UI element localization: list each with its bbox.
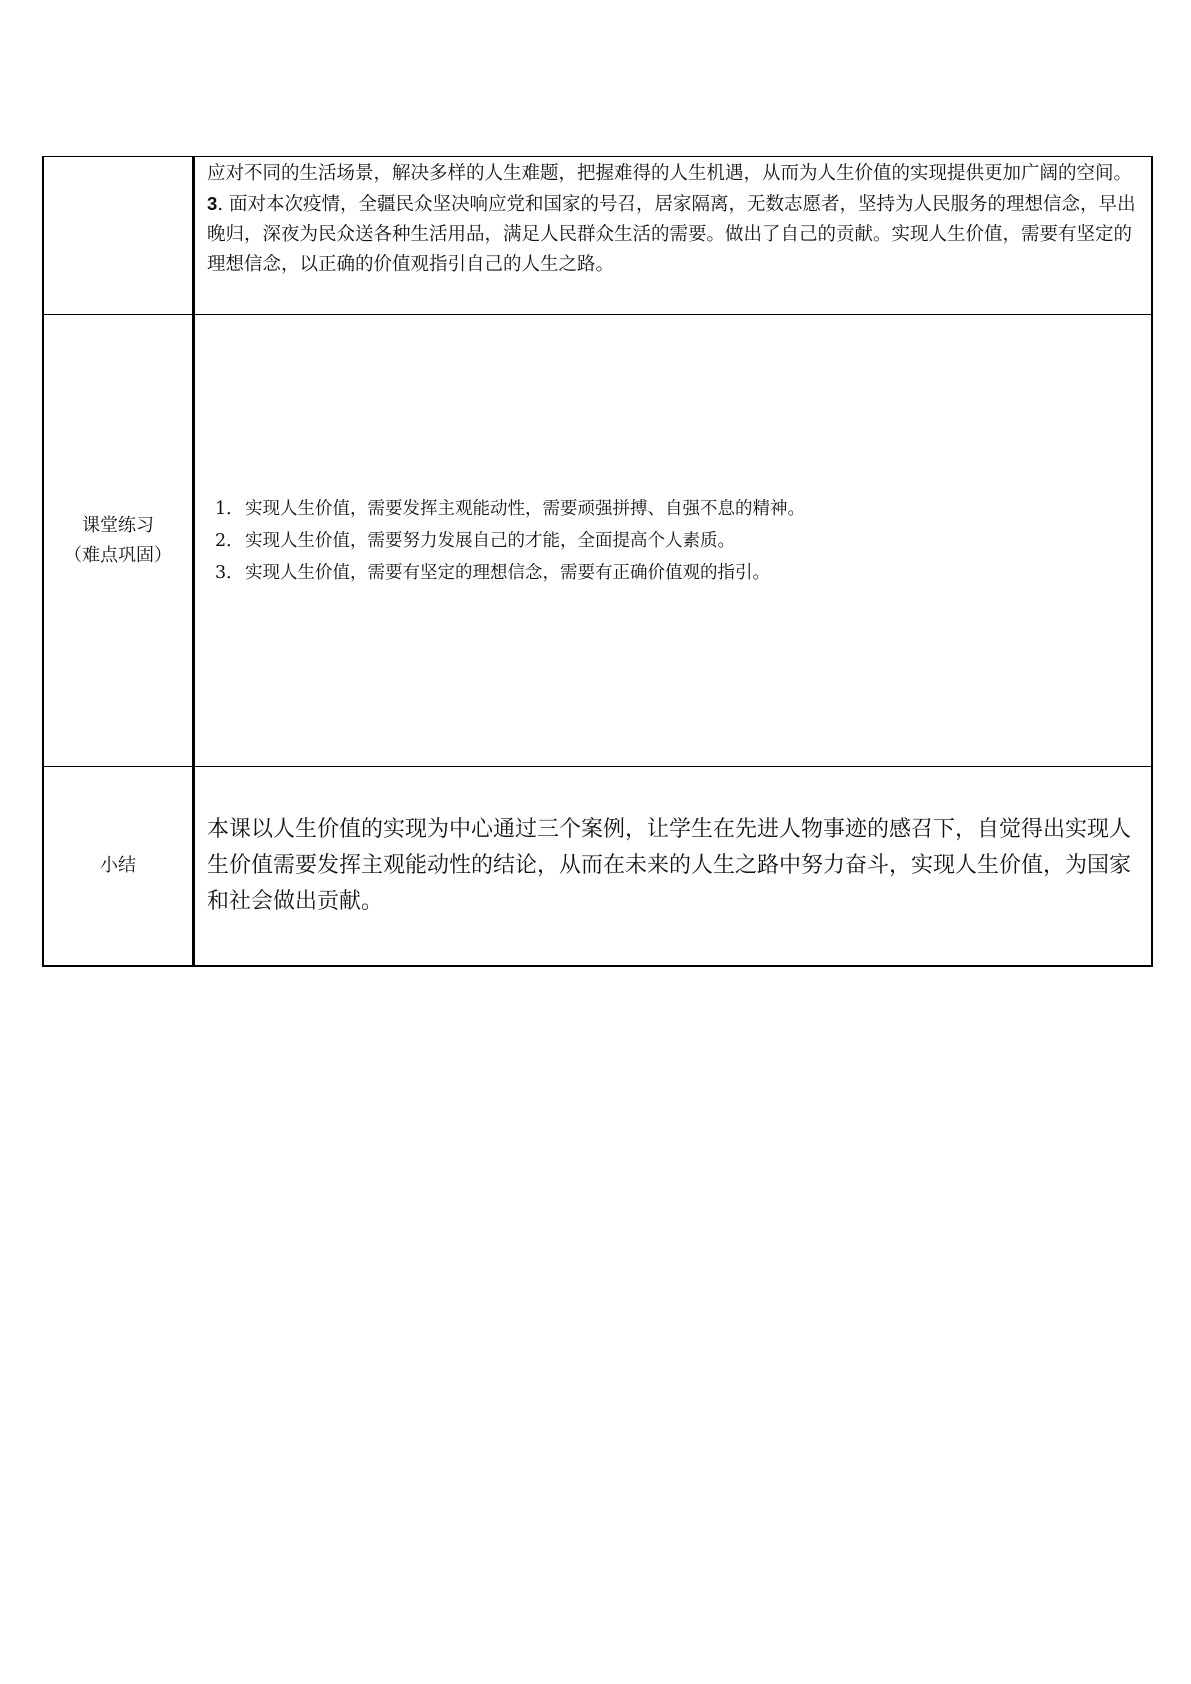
label-line-2: （难点巩固）: [64, 544, 172, 566]
item-text: . 面对本次疫情，全疆民众坚决响应党和国家的号召，居家隔离，无数志愿者，坚持为人民服务的理想信念，早出晚归，深夜为民众送各种生活用品，满足人民群众生活的需要。做出了自己的贡献。实现人生价值，需要有坚定的理想信念，以正确的价值观指引自己的人生之路。: [207, 194, 1136, 275]
paragraph-item-3: [207, 189, 1143, 280]
case-analysis-cell: [194, 157, 1153, 315]
list-item: [207, 557, 1143, 589]
list-item-number: 3．: [215, 562, 244, 583]
label-line-1: 课堂练习: [82, 514, 154, 536]
practice-content-cell: [194, 315, 1153, 767]
list-item: [207, 493, 1143, 525]
lesson-plan-table: [42, 156, 1153, 967]
table-row: [43, 315, 1152, 767]
row-label-empty: [43, 157, 194, 315]
row-label-classroom-practice: [43, 315, 194, 767]
paragraph-continued: 应对不同的生活场景，解决多样的人生难题，把握难得的人生机遇，从而为人生价值的实现提供更加广阔的空间。: [207, 163, 1133, 184]
row-label-summary: 小结: [43, 767, 194, 966]
list-item-number: 1．: [215, 498, 244, 519]
list-item: [207, 525, 1143, 557]
summary-content-cell: 本课以人生价值的实现为中心通过三个案例，让学生在先进人物事迹的感召下，自觉得出实现人生价值需要发挥主观能动性的结论，从而在未来的人生之路中努力奋斗，实现人生价值，为国家和社会做出贡献。: [194, 767, 1153, 966]
table-row: [43, 767, 1152, 966]
table-row: [43, 157, 1152, 315]
list-item-text: 实现人生价值，需要努力发展自己的才能，全面提高个人素质。: [245, 530, 735, 551]
list-item-text: 实现人生价值，需要发挥主观能动性，需要顽强拼搏、自强不息的精神。: [245, 498, 805, 519]
list-item-text: 实现人生价值，需要有坚定的理想信念，需要有正确价值观的指引。: [245, 562, 770, 583]
item-number: 3: [207, 193, 218, 214]
list-item-number: 2．: [215, 530, 244, 551]
